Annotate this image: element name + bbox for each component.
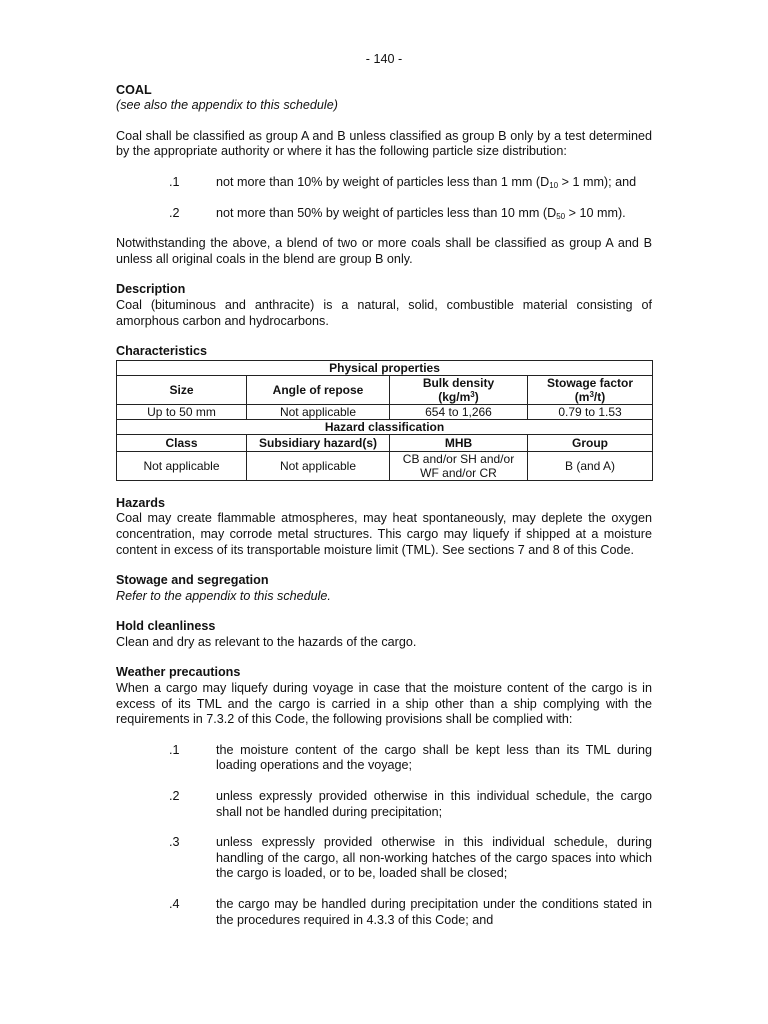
value-mhb: CB and/or SH and/or WF and/or CR [390,451,528,480]
value-subsidiary-hazards: Not applicable [247,451,390,480]
weather-item-text: the cargo may be handled during precipitation under the conditions stated in the procedures required in 4.3.3 of this Code; and [216,897,652,927]
header-group: Group [528,434,653,451]
hazards-text: Coal may create flammable atmospheres, may heat spontaneously, may deplete the oxygen concentration, may corrode metal structures. This cargo may liquefy if shipped at a moisture content in excess of its transportable moisture limit (TML). See sections 7 and 8 of this Code. [116,511,652,557]
description-heading: Description [116,282,186,297]
characteristics-table [116,360,653,481]
size-item-text: not more than 50% by weight of particles less than 10 mm ($D_{50} > 10$ mm). [216,205,626,221]
value-group: B (and A) [528,451,653,480]
document-subtitle: (see also the appendix to this schedule) [116,98,338,113]
hold-cleanliness-text: Clean and dry as relevant to the hazards of the cargo. [116,634,417,649]
value-angle-of-repose: Not applicable [247,404,390,419]
header-angle-of-repose: Angle of repose [247,375,390,404]
weather-text: When a cargo may liquefy during voyage in case that the moisture content of the cargo is in excess of its TML and the cargo is carried in a ship other than a ship complying with the requirements in 7.3.2 of this Code, the following provisions shall be complied with: [116,681,652,727]
header-size: Size [117,375,247,404]
stowage-text: Refer to the appendix to this schedule. [116,588,331,603]
hazards-heading: Hazards [116,495,165,510]
hold-cleanliness-heading: Hold cleanliness [116,619,216,634]
blend-note: Notwithstanding the above, a blend of two or more coals shall be classified as group A and B unless all original coals in the blend are group B only. [116,236,652,266]
header-class: Class [117,434,247,451]
weather-item-text: the moisture content of the cargo shall be kept less than its TML during loading operations and the voyage; [216,742,652,773]
stowage-heading: Stowage and segregation [116,573,269,588]
size-item-number: .2 [169,205,180,220]
weather-item-text: unless expressly provided otherwise in this individual schedule, during handling of the cargo, all non-working hatches of the cargo spaces into which the cargo is loaded, or to be, loaded shall be closed; [216,835,652,881]
weather-item [116,743,652,774]
physical-properties-title: Physical properties [117,360,653,375]
weather-item-number: .1 [169,742,180,757]
value-stowage-factor: 0.79 to 1.53 [528,404,653,419]
weather-item-text: unless expressly provided otherwise in this individual schedule, the cargo shall not be handled during precipitation; [216,789,652,819]
header-stowage-factor: Stowage factor $(m^3/t)$ [528,375,653,404]
value-bulk-density: 654 to 1,266 [390,404,528,419]
document-title: COAL [116,82,152,97]
header-bulk-density: Bulk density $(kg/m^3)$ [390,375,528,404]
weather-item [116,897,652,928]
size-item-number: .1 [169,174,180,189]
intro-paragraph: Coal shall be classified as group A and B unless classified as group B only by a test determined by the appropriate authority or where it has the following particle size distribution: [116,128,652,159]
weather-item-number: .4 [169,897,180,911]
weather-item-number: .3 [169,835,180,850]
page-number: - 140 - [365,52,403,66]
header-subsidiary-hazards: Subsidiary hazard(s) [247,434,390,451]
weather-item-number: .2 [169,789,180,804]
description-text: Coal (bituminous and anthracite) is a natural, solid, combustible material consisting of amorphous carbon and hydrocarbons. [116,297,652,328]
value-class: Not applicable [117,451,247,480]
size-item [116,206,652,222]
weather-item [116,789,652,820]
header-mhb: MHB [390,434,528,451]
value-size: Up to 50 mm [117,404,247,419]
document-page [116,52,652,928]
weather-heading: Weather precautions [116,665,241,680]
size-item [116,175,652,191]
weather-item [116,835,652,882]
characteristics-heading: Characteristics [116,344,208,359]
hazard-classification-title: Hazard classification [117,419,653,434]
size-item-text: not more than 10% by weight of particles less than 1 mm ($D_{10} > 1$ mm); and [216,174,637,190]
